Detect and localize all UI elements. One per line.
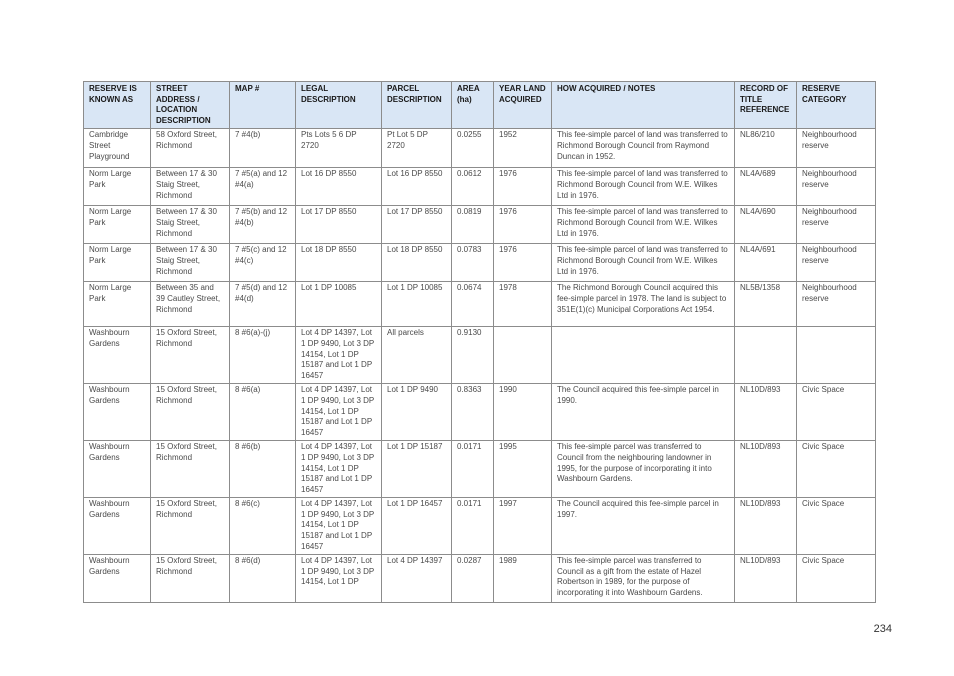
column-header-street-address: STREET ADDRESS / LOCATION DESCRIPTION	[151, 82, 230, 129]
table-row	[84, 498, 876, 555]
cell-area: 0.0674	[452, 282, 494, 327]
cell-year-acquired	[494, 327, 552, 384]
cell-title-reference: NL10D/893	[735, 441, 797, 498]
cell-legal-description: Pts Lots 5 6 DP 2720	[296, 129, 382, 168]
cell-map-number: 8 #6(a)	[230, 384, 296, 441]
table-header	[84, 82, 876, 129]
table-body	[84, 129, 876, 603]
cell-how-acquired-notes: The Council acquired this fee-simple parcel in 1997.	[552, 498, 735, 555]
cell-map-number: 8 #6(b)	[230, 441, 296, 498]
cell-parcel-description: Lot 17 DP 8550	[382, 206, 452, 244]
cell-street-address: 58 Oxford Street, Richmond	[151, 129, 230, 168]
cell-year-acquired: 1976	[494, 244, 552, 282]
cell-reserve-name: Norm Large Park	[84, 282, 151, 327]
header-row	[84, 82, 876, 129]
cell-reserve-name: Norm Large Park	[84, 244, 151, 282]
table-row	[84, 555, 876, 603]
cell-area: 0.8363	[452, 384, 494, 441]
cell-reserve-category: Neighbourhood reserve	[797, 168, 876, 206]
cell-street-address: Between 17 & 30 Staig Street, Richmond	[151, 244, 230, 282]
cell-street-address: 15 Oxford Street, Richmond	[151, 498, 230, 555]
column-header-parcel-description: PARCEL DESCRIPTION	[382, 82, 452, 129]
cell-parcel-description: Lot 4 DP 14397	[382, 555, 452, 603]
cell-area: 0.0171	[452, 498, 494, 555]
cell-title-reference: NL4A/691	[735, 244, 797, 282]
cell-area: 0.0171	[452, 441, 494, 498]
cell-reserve-category: Civic Space	[797, 555, 876, 603]
cell-how-acquired-notes: This fee-simple parcel was transferred to Council from the neighbouring landowner in 1995, for the purpose of incorporating it into Washbourn Gardens.	[552, 441, 735, 498]
cell-map-number: 7 #4(b)	[230, 129, 296, 168]
cell-street-address: 15 Oxford Street, Richmond	[151, 555, 230, 603]
table-row	[84, 206, 876, 244]
cell-how-acquired-notes	[552, 327, 735, 384]
cell-how-acquired-notes: This fee-simple parcel of land was transferred to Richmond Borough Council from W.E. Wilkes Ltd in 1976.	[552, 244, 735, 282]
cell-reserve-category: Neighbourhood reserve	[797, 282, 876, 327]
cell-legal-description: Lot 17 DP 8550	[296, 206, 382, 244]
cell-map-number: 7 #5(c) and 12 #4(c)	[230, 244, 296, 282]
cell-legal-description: Lot 16 DP 8550	[296, 168, 382, 206]
table-row	[84, 384, 876, 441]
cell-how-acquired-notes: This fee-simple parcel was transferred to Council as a gift from the estate of Hazel Robertson in 1989, for the purpose of incorporating it into Washbourn Gardens.	[552, 555, 735, 603]
cell-how-acquired-notes: The Richmond Borough Council acquired this fee-simple parcel in 1978. The land is subject to 351E(1)(c) Municipal Corporations Act 1954.	[552, 282, 735, 327]
cell-street-address: 15 Oxford Street, Richmond	[151, 441, 230, 498]
cell-parcel-description: Lot 16 DP 8550	[382, 168, 452, 206]
cell-title-reference: NL10D/893	[735, 384, 797, 441]
cell-title-reference: NL4A/689	[735, 168, 797, 206]
cell-legal-description: Lot 4 DP 14397, Lot 1 DP 9490, Lot 3 DP 14154, Lot 1 DP	[296, 555, 382, 603]
column-header-year-acquired: YEAR LAND ACQUIRED	[494, 82, 552, 129]
cell-legal-description: Lot 4 DP 14397, Lot 1 DP 9490, Lot 3 DP 14154, Lot 1 DP 15187 and Lot 1 DP 16457	[296, 441, 382, 498]
column-header-title-reference: RECORD OF TITLE REFERENCE	[735, 82, 797, 129]
cell-parcel-description: All parcels	[382, 327, 452, 384]
cell-street-address: 15 Oxford Street, Richmond	[151, 327, 230, 384]
cell-area: 0.9130	[452, 327, 494, 384]
cell-reserve-category: Neighbourhood reserve	[797, 129, 876, 168]
cell-legal-description: Lot 4 DP 14397, Lot 1 DP 9490, Lot 3 DP 14154, Lot 1 DP 15187 and Lot 1 DP 16457	[296, 498, 382, 555]
cell-parcel-description: Lot 18 DP 8550	[382, 244, 452, 282]
column-header-reserve-name: RESERVE IS KNOWN AS	[84, 82, 151, 129]
cell-area: 0.0612	[452, 168, 494, 206]
cell-year-acquired: 1952	[494, 129, 552, 168]
cell-reserve-name: Washbourn Gardens	[84, 327, 151, 384]
cell-title-reference	[735, 327, 797, 384]
cell-title-reference: NL10D/893	[735, 555, 797, 603]
cell-reserve-name: Washbourn Gardens	[84, 498, 151, 555]
column-header-reserve-category: RESERVE CATEGORY	[797, 82, 876, 129]
cell-map-number: 8 #6(c)	[230, 498, 296, 555]
table-row	[84, 168, 876, 206]
cell-reserve-category: Civic Space	[797, 441, 876, 498]
cell-reserve-category: Civic Space	[797, 498, 876, 555]
cell-legal-description: Lot 4 DP 14397, Lot 1 DP 9490, Lot 3 DP 14154, Lot 1 DP 15187 and Lot 1 DP 16457	[296, 327, 382, 384]
cell-legal-description: Lot 18 DP 8550	[296, 244, 382, 282]
cell-street-address: 15 Oxford Street, Richmond	[151, 384, 230, 441]
cell-area: 0.0783	[452, 244, 494, 282]
cell-map-number: 7 #5(d) and 12 #4(d)	[230, 282, 296, 327]
cell-street-address: Between 17 & 30 Staig Street, Richmond	[151, 206, 230, 244]
cell-map-number: 8 #6(a)-(j)	[230, 327, 296, 384]
cell-map-number: 8 #6(d)	[230, 555, 296, 603]
cell-how-acquired-notes: This fee-simple parcel of land was transferred to Richmond Borough Council from W.E. Wilkes Ltd in 1976.	[552, 168, 735, 206]
cell-area: 0.0819	[452, 206, 494, 244]
table-row	[84, 129, 876, 168]
table-row	[84, 441, 876, 498]
reserves-table	[83, 81, 876, 603]
cell-parcel-description: Lot 1 DP 10085	[382, 282, 452, 327]
cell-reserve-category: Neighbourhood reserve	[797, 244, 876, 282]
cell-year-acquired: 1989	[494, 555, 552, 603]
cell-how-acquired-notes: This fee-simple parcel of land was transferred to Richmond Borough Council from Raymond Duncan in 1952.	[552, 129, 735, 168]
cell-legal-description: Lot 4 DP 14397, Lot 1 DP 9490, Lot 3 DP 14154, Lot 1 DP 15187 and Lot 1 DP 16457	[296, 384, 382, 441]
cell-reserve-name: Washbourn Gardens	[84, 384, 151, 441]
cell-street-address: Between 35 and 39 Cautley Street, Richmond	[151, 282, 230, 327]
cell-year-acquired: 1997	[494, 498, 552, 555]
cell-legal-description: Lot 1 DP 10085	[296, 282, 382, 327]
cell-reserve-category: Civic Space	[797, 384, 876, 441]
column-header-legal-description: LEGAL DESCRIPTION	[296, 82, 382, 129]
cell-reserve-name: Norm Large Park	[84, 168, 151, 206]
cell-reserve-name: Cambridge Street Playground	[84, 129, 151, 168]
cell-how-acquired-notes: This fee-simple parcel of land was transferred to Richmond Borough Council from W.E. Wilkes Ltd in 1976.	[552, 206, 735, 244]
cell-parcel-description: Lot 1 DP 9490	[382, 384, 452, 441]
cell-reserve-name: Norm Large Park	[84, 206, 151, 244]
cell-street-address: Between 17 & 30 Staig Street, Richmond	[151, 168, 230, 206]
column-header-how-acquired-notes: HOW ACQUIRED / NOTES	[552, 82, 735, 129]
cell-year-acquired: 1995	[494, 441, 552, 498]
cell-parcel-description: Lot 1 DP 16457	[382, 498, 452, 555]
cell-how-acquired-notes: The Council acquired this fee-simple parcel in 1990.	[552, 384, 735, 441]
cell-parcel-description: Lot 1 DP 15187	[382, 441, 452, 498]
table-row	[84, 282, 876, 327]
table-row	[84, 327, 876, 384]
cell-map-number: 7 #5(a) and 12 #4(a)	[230, 168, 296, 206]
cell-area: 0.0255	[452, 129, 494, 168]
column-header-map-number: MAP #	[230, 82, 296, 129]
cell-reserve-name: Washbourn Gardens	[84, 441, 151, 498]
page-number: 234	[873, 623, 892, 635]
cell-reserve-category: Neighbourhood reserve	[797, 206, 876, 244]
cell-reserve-category	[797, 327, 876, 384]
cell-parcel-description: Pt Lot 5 DP 2720	[382, 129, 452, 168]
cell-title-reference: NL4A/690	[735, 206, 797, 244]
cell-title-reference: NL86/210	[735, 129, 797, 168]
cell-area: 0.0287	[452, 555, 494, 603]
cell-title-reference: NL5B/1358	[735, 282, 797, 327]
cell-year-acquired: 1976	[494, 206, 552, 244]
cell-map-number: 7 #5(b) and 12 #4(b)	[230, 206, 296, 244]
cell-year-acquired: 1978	[494, 282, 552, 327]
cell-year-acquired: 1990	[494, 384, 552, 441]
cell-year-acquired: 1976	[494, 168, 552, 206]
column-header-area: AREA (ha)	[452, 82, 494, 129]
cell-title-reference: NL10D/893	[735, 498, 797, 555]
table-row	[84, 244, 876, 282]
cell-reserve-name: Washbourn Gardens	[84, 555, 151, 603]
